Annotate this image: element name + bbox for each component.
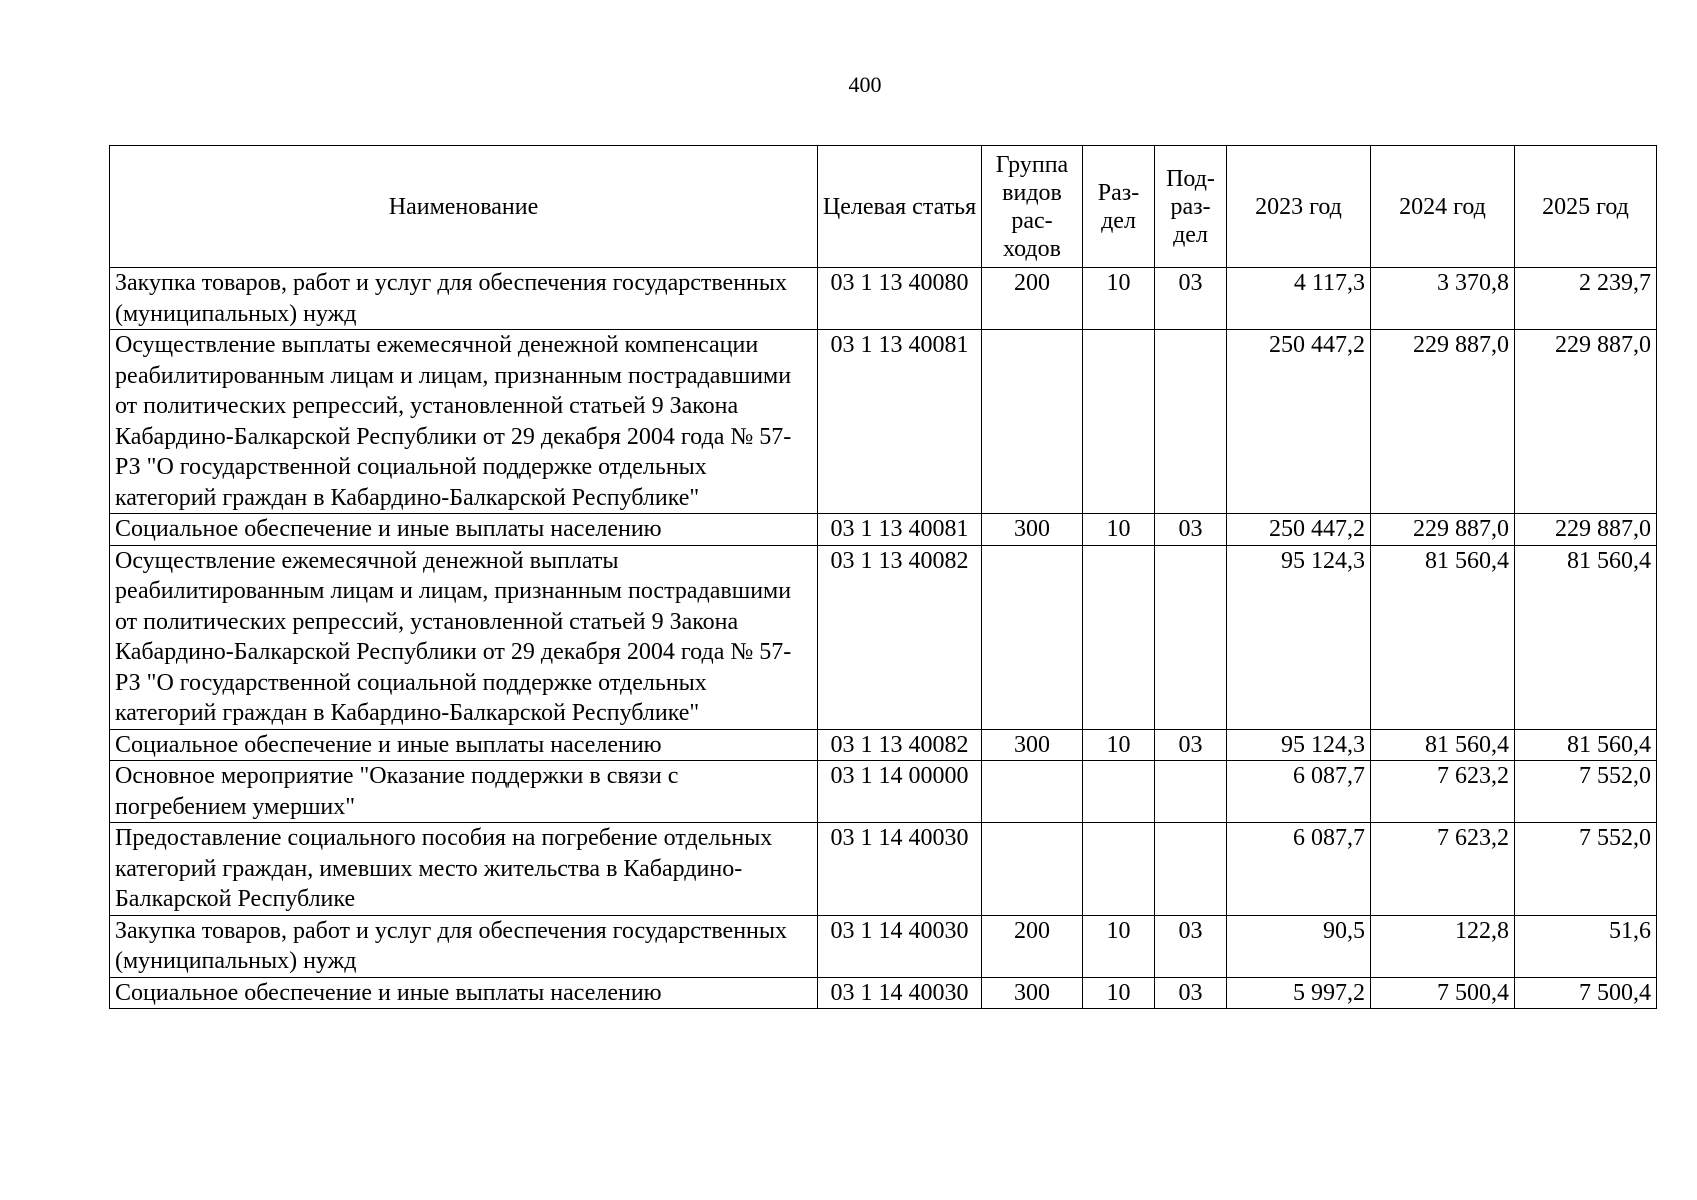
row-2024: 229 887,0 xyxy=(1371,514,1515,546)
row-section xyxy=(1083,545,1155,729)
row-subsection xyxy=(1155,761,1227,823)
table-row xyxy=(110,915,1657,977)
row-code: 03 1 13 40081 xyxy=(818,330,982,514)
row-2025: 7 552,0 xyxy=(1515,761,1657,823)
row-name: Закупка товаров, работ и услуг для обеспечения государственных (муниципальных) нужд xyxy=(110,268,818,330)
row-2023: 250 447,2 xyxy=(1227,514,1371,546)
table-row xyxy=(110,330,1657,514)
row-2025: 51,6 xyxy=(1515,915,1657,977)
row-2023: 5 997,2 xyxy=(1227,977,1371,1009)
row-2025: 229 887,0 xyxy=(1515,330,1657,514)
row-2025: 2 239,7 xyxy=(1515,268,1657,330)
table-row xyxy=(110,514,1657,546)
row-code: 03 1 14 40030 xyxy=(818,977,982,1009)
row-group: 300 xyxy=(982,977,1083,1009)
row-2024: 122,8 xyxy=(1371,915,1515,977)
row-subsection xyxy=(1155,545,1227,729)
budget-table xyxy=(109,145,1657,1009)
row-section: 10 xyxy=(1083,977,1155,1009)
row-section: 10 xyxy=(1083,729,1155,761)
header-name: Наименование xyxy=(110,146,818,268)
row-2025: 81 560,4 xyxy=(1515,545,1657,729)
row-2023: 95 124,3 xyxy=(1227,545,1371,729)
row-code: 03 1 14 40030 xyxy=(818,823,982,916)
row-section: 10 xyxy=(1083,268,1155,330)
row-2024: 3 370,8 xyxy=(1371,268,1515,330)
row-2023: 90,5 xyxy=(1227,915,1371,977)
row-subsection xyxy=(1155,823,1227,916)
row-2025: 7 552,0 xyxy=(1515,823,1657,916)
row-2025: 229 887,0 xyxy=(1515,514,1657,546)
row-section: 10 xyxy=(1083,514,1155,546)
row-subsection: 03 xyxy=(1155,514,1227,546)
table-row xyxy=(110,761,1657,823)
table-row xyxy=(110,823,1657,916)
row-code: 03 1 14 00000 xyxy=(818,761,982,823)
header-2024: 2024 год xyxy=(1371,146,1515,268)
table-row xyxy=(110,268,1657,330)
row-subsection: 03 xyxy=(1155,977,1227,1009)
row-code: 03 1 13 40080 xyxy=(818,268,982,330)
row-2023: 95 124,3 xyxy=(1227,729,1371,761)
row-2024: 7 623,2 xyxy=(1371,761,1515,823)
row-2023: 6 087,7 xyxy=(1227,823,1371,916)
row-name: Социальное обеспечение и иные выплаты населению xyxy=(110,977,818,1009)
row-group xyxy=(982,330,1083,514)
page-number: 400 xyxy=(848,72,882,97)
row-subsection: 03 xyxy=(1155,915,1227,977)
row-name: Осуществление ежемесячной денежной выплаты реабилитированным лицам и лицам, признанным пострадавшими от политических репрессий, установленной статьей 9 Закона Кабардино-Балкарской Республики от 29 декабря 2004 года № 57-РЗ "О государственной социальной поддержке отдельных категорий граждан в Кабардино-Балкарской Республике" xyxy=(110,545,818,729)
header-subsection: Под-раз-дел xyxy=(1155,146,1227,268)
row-name: Предоставление социального пособия на погребение отдельных категорий граждан, имевших место жительства в Кабардино-Балкарской Республике xyxy=(110,823,818,916)
table-header-row xyxy=(110,146,1657,268)
header-target: Целевая статья xyxy=(818,146,982,268)
row-subsection: 03 xyxy=(1155,729,1227,761)
row-group xyxy=(982,823,1083,916)
table-row xyxy=(110,545,1657,729)
row-code: 03 1 13 40082 xyxy=(818,545,982,729)
row-section: 10 xyxy=(1083,915,1155,977)
row-2023: 6 087,7 xyxy=(1227,761,1371,823)
row-2024: 81 560,4 xyxy=(1371,545,1515,729)
row-2025: 7 500,4 xyxy=(1515,977,1657,1009)
header-section: Раз-дел xyxy=(1083,146,1155,268)
row-group: 200 xyxy=(982,268,1083,330)
row-name: Социальное обеспечение и иные выплаты населению xyxy=(110,514,818,546)
row-section xyxy=(1083,823,1155,916)
row-2024: 81 560,4 xyxy=(1371,729,1515,761)
row-subsection xyxy=(1155,330,1227,514)
header-2023: 2023 год xyxy=(1227,146,1371,268)
row-subsection: 03 xyxy=(1155,268,1227,330)
row-section xyxy=(1083,761,1155,823)
row-group: 300 xyxy=(982,514,1083,546)
row-name: Социальное обеспечение и иные выплаты населению xyxy=(110,729,818,761)
row-group: 300 xyxy=(982,729,1083,761)
row-group xyxy=(982,761,1083,823)
row-section xyxy=(1083,330,1155,514)
header-2025: 2025 год xyxy=(1515,146,1657,268)
row-2023: 4 117,3 xyxy=(1227,268,1371,330)
row-2024: 7 623,2 xyxy=(1371,823,1515,916)
row-name: Осуществление выплаты ежемесячной денежной компенсации реабилитированным лицам и лицам, признанным пострадавшими от политических репрессий, установленной статьей 9 Закона Кабардино-Балкарской Республики от 29 декабря 2004 года № 57-РЗ "О государственной социальной поддержке отдельных категорий граждан в Кабардино-Балкарской Республике" xyxy=(110,330,818,514)
row-name: Закупка товаров, работ и услуг для обеспечения государственных (муниципальных) нужд xyxy=(110,915,818,977)
row-group xyxy=(982,545,1083,729)
table-row xyxy=(110,977,1657,1009)
row-2024: 229 887,0 xyxy=(1371,330,1515,514)
row-2023: 250 447,2 xyxy=(1227,330,1371,514)
row-code: 03 1 13 40082 xyxy=(818,729,982,761)
row-group: 200 xyxy=(982,915,1083,977)
row-code: 03 1 14 40030 xyxy=(818,915,982,977)
row-2025: 81 560,4 xyxy=(1515,729,1657,761)
row-code: 03 1 13 40081 xyxy=(818,514,982,546)
row-name: Основное мероприятие "Оказание поддержки в связи с погребением умерших" xyxy=(110,761,818,823)
header-group: Группа видов рас-ходов xyxy=(982,146,1083,268)
row-2024: 7 500,4 xyxy=(1371,977,1515,1009)
table-row xyxy=(110,729,1657,761)
